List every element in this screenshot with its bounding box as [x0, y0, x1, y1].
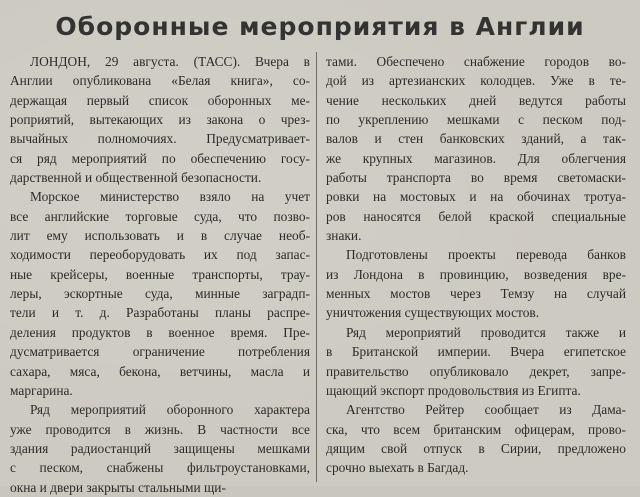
text-line: Англии опубликована «Белая книга», со- — [10, 73, 310, 89]
text-line: знаки. — [326, 228, 362, 244]
paragraph — [326, 245, 626, 322]
text-line: тели и т. д. Разработаны планы распре- — [10, 305, 310, 321]
left-column — [10, 52, 310, 497]
column-divider — [316, 52, 317, 482]
text-line: леры, эскортные суда, минные заградп- — [10, 286, 310, 302]
text-line: ся ряд мероприятий по обеспечению госу- — [10, 150, 310, 166]
text-line: из Лондона в провинцию, возведения вре- — [326, 266, 626, 282]
paragraph — [10, 52, 310, 187]
text-line: уже проводится в жизнь. В частности все — [10, 421, 310, 437]
text-line: Ряд мероприятий оборонного характера — [30, 402, 310, 418]
text-line: щающий экспорт продовольствия из Египта. — [326, 382, 581, 398]
text-line: ровки на мостовых и на обочинах тротуа- — [326, 189, 626, 205]
text-line: лит ему использовать и в случае необ- — [10, 228, 310, 244]
paragraph — [326, 400, 626, 477]
text-line: дарственной и общественной безопасности. — [10, 170, 262, 186]
text-line: уничтожения существующих мостов. — [326, 305, 540, 321]
text-line: правительство опубликовало декрет, запре- — [326, 363, 626, 379]
text-line: вычайных полномочиях. Предусматривает- — [10, 131, 310, 147]
text-line: валов и стен банковских зданий, а так- — [326, 131, 626, 147]
text-line: держащая первый список оборонных ме- — [10, 92, 310, 108]
text-line: ров наносятся белой краской специальные — [326, 208, 626, 224]
text-line: Агентство Рейтер сообщает из Дама- — [346, 402, 626, 418]
text-line: здания радиостанций защищены мешками — [10, 440, 310, 456]
text-line: маргарина. — [10, 382, 73, 398]
text-line: Морское министерство взяло на учет — [30, 189, 310, 205]
text-line: окна и двери закрыты стальными щи- — [10, 479, 226, 495]
paragraph — [10, 400, 310, 497]
text-line: все английские торговые суда, что позво- — [10, 208, 310, 224]
text-line: ЛОНДОН, 29 августа. (ТАСС). Вчера в — [30, 54, 310, 69]
paragraph — [326, 323, 626, 400]
paragraph — [10, 187, 310, 400]
text-line: Ряд мероприятий проводится также и — [346, 324, 626, 340]
text-line: дой из артезианских колодцев. Уже в те- — [326, 73, 626, 89]
right-column — [326, 52, 626, 478]
text-line: деления продуктов в военное время. Пре- — [10, 324, 310, 340]
text-line: с песком, снабжены фильтроустановками, — [10, 460, 310, 476]
text-line: менных мостов через Темзу на случай — [326, 286, 626, 302]
text-line: ходимости переоборудовать их под запас- — [10, 247, 310, 263]
text-line: по укреплению мешками с песком под- — [326, 112, 626, 128]
text-line: Подготовлены проекты перевода банков — [346, 247, 626, 263]
text-line: сахара, мяса, бекона, ветчины, масла и — [10, 363, 310, 379]
paragraph — [326, 52, 626, 245]
text-line: чение нескольких дней ведутся работы — [326, 92, 626, 108]
text-line: роприятий, вытекающих из закона о чрез- — [10, 112, 310, 128]
text-line: дящим свой отпуск в Сирии, предложено — [326, 440, 626, 456]
text-line: тами. Обеспечено снабжение городов во- — [326, 54, 626, 69]
text-line: срочно выехать в Багдад. — [326, 460, 469, 476]
text-line: ска, что всем британским офицерам, прово- — [326, 421, 626, 437]
text-line: же крупных магазинов. Для облегчения — [326, 150, 626, 166]
article-headline: Оборонные мероприятия в Англии — [55, 12, 585, 41]
text-line: в Британской империи. Вчера египетское — [326, 344, 626, 360]
text-line: ные крейсеры, военные транспорты, трау- — [10, 266, 310, 282]
text-line: работы транспорта во время светомаски- — [326, 170, 626, 186]
text-line: дусматривается ограничение потребления — [10, 344, 310, 360]
